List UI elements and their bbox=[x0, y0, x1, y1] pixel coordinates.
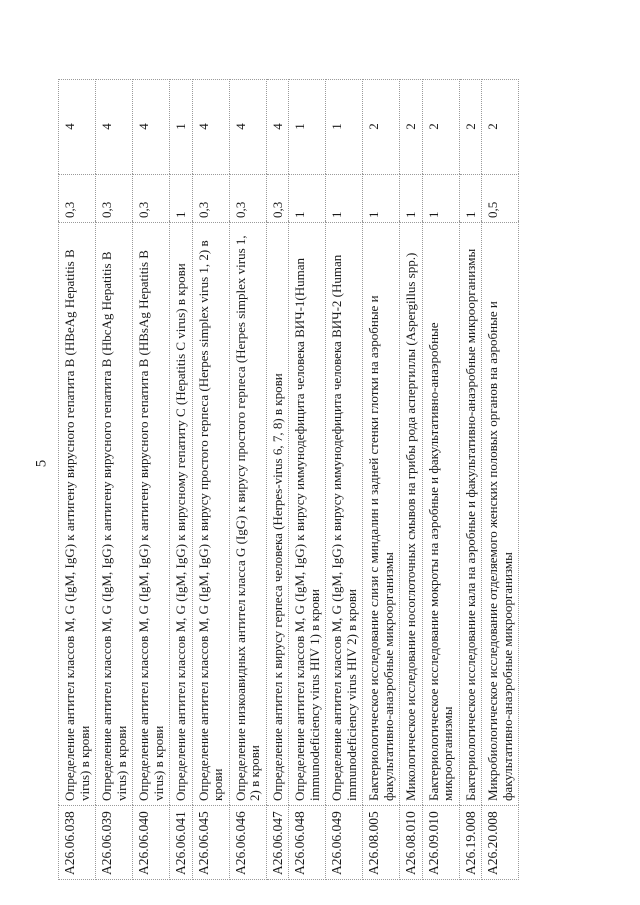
frequency-coefficient: 1 bbox=[170, 175, 193, 223]
frequency-coefficient: 1 bbox=[363, 175, 400, 223]
frequency-coefficient: 1 bbox=[289, 175, 326, 223]
service-name: Микологическое исследование носоглоточных смывов на грибы рода аспергиллы (Aspergillus spp.) bbox=[400, 223, 423, 806]
service-code: A26.19.008 bbox=[459, 806, 482, 880]
service-code: A26.06.038 bbox=[59, 806, 96, 880]
service-code: A26.06.041 bbox=[170, 806, 193, 880]
service-name: Микробиологическое исследование отделяемого женских половых органов на аэробные и факультативно-анаэробные микроорганизмы bbox=[482, 223, 519, 806]
multiplicity: 4 bbox=[59, 80, 96, 175]
multiplicity: 2 bbox=[400, 80, 423, 175]
page-number: 5 bbox=[33, 459, 50, 468]
table-row bbox=[59, 80, 96, 880]
service-name: Определение антител классов M, G (IgM, IgG) к вирусу иммунодефицита человека ВИЧ-1(Human immunodeficiency virus HIV 1) в крови bbox=[289, 223, 326, 806]
service-code: A26.06.047 bbox=[266, 806, 289, 880]
service-name: Определение антител классов M, G (IgM, IgG) к вирусному гепатиту C (Hepatitis C virus) в крови bbox=[170, 223, 193, 806]
table-row bbox=[363, 80, 400, 880]
service-code: A26.06.045 bbox=[192, 806, 229, 880]
service-name: Определение низкоавидных антител класса G (IgG) к вирусу простого герпеса (Herpes simplex virus 1, 2) в крови bbox=[229, 223, 266, 806]
table-row bbox=[459, 80, 482, 880]
service-name: Определение антител классов M, G (IgM, IgG) к антигену вирусного гепатита B (HBeAg Hepatitis B virus) в крови bbox=[59, 223, 96, 806]
multiplicity: 1 bbox=[326, 80, 363, 175]
table-row bbox=[289, 80, 326, 880]
multiplicity: 1 bbox=[289, 80, 326, 175]
frequency-coefficient: 1 bbox=[459, 175, 482, 223]
multiplicity: 2 bbox=[459, 80, 482, 175]
services-table-sheet bbox=[58, 80, 638, 880]
service-name: Бактериологическое исследование кала на аэробные и факультативно-анаэробные микроорганизмы bbox=[459, 223, 482, 806]
service-code: A26.20.008 bbox=[482, 806, 519, 880]
table-row bbox=[266, 80, 289, 880]
frequency-coefficient: 1 bbox=[400, 175, 423, 223]
service-name: Бактериологическое исследование слизи с миндалин и задней стенки глотки на аэробные и факультативно-анаэробные микроорганизмы bbox=[363, 223, 400, 806]
table-row bbox=[326, 80, 363, 880]
service-code: A26.08.010 bbox=[400, 806, 423, 880]
multiplicity: 2 bbox=[482, 80, 519, 175]
frequency-coefficient: 0,3 bbox=[229, 175, 266, 223]
multiplicity: 2 bbox=[363, 80, 400, 175]
service-name: Бактериологическое исследование мокроты на аэробные и факультативно-анаэробные микроорганизмы bbox=[422, 223, 459, 806]
frequency-coefficient: 0,3 bbox=[96, 175, 133, 223]
table-row bbox=[96, 80, 133, 880]
table-row bbox=[482, 80, 519, 880]
service-name: Определение антител классов M, G (IgM, IgG) к вирусу иммунодефицита человека ВИЧ-2 (Human immunodeficiency virus HIV 2) в крови bbox=[326, 223, 363, 806]
services-table bbox=[58, 79, 519, 880]
table-row bbox=[229, 80, 266, 880]
service-code: A26.06.049 bbox=[326, 806, 363, 880]
table-row bbox=[170, 80, 193, 880]
table-row bbox=[192, 80, 229, 880]
frequency-coefficient: 1 bbox=[422, 175, 459, 223]
frequency-coefficient: 0,3 bbox=[133, 175, 170, 223]
multiplicity: 4 bbox=[133, 80, 170, 175]
service-name: Определение антител классов M, G (IgM, IgG) к вирусу простого герпеса (Herpes simplex virus 1, 2) в крови bbox=[192, 223, 229, 806]
service-name: Определение антител классов M, G (IgM, IgG) к антигену вирусного гепатита B (HbcAg Hepatitis B virus) в крови bbox=[96, 223, 133, 806]
multiplicity: 4 bbox=[192, 80, 229, 175]
multiplicity: 4 bbox=[266, 80, 289, 175]
service-code: A26.06.040 bbox=[133, 806, 170, 880]
service-code: A26.08.005 bbox=[363, 806, 400, 880]
multiplicity: 1 bbox=[170, 80, 193, 175]
frequency-coefficient: 1 bbox=[326, 175, 363, 223]
service-code: A26.06.039 bbox=[96, 806, 133, 880]
table-row bbox=[422, 80, 459, 880]
service-name: Определение антител к вирусу герпеса человека (Herpes-virus 6, 7, 8) в крови bbox=[266, 223, 289, 806]
table-row bbox=[133, 80, 170, 880]
frequency-coefficient: 0,3 bbox=[266, 175, 289, 223]
frequency-coefficient: 0,5 bbox=[482, 175, 519, 223]
multiplicity: 4 bbox=[229, 80, 266, 175]
service-code: A26.06.046 bbox=[229, 806, 266, 880]
table-row bbox=[400, 80, 423, 880]
multiplicity: 2 bbox=[422, 80, 459, 175]
frequency-coefficient: 0,3 bbox=[192, 175, 229, 223]
service-code: A26.06.048 bbox=[289, 806, 326, 880]
service-name: Определение антител классов M, G (IgM, IgG) к антигену вирусного гепатита B (HBsAg Hepatitis B virus) в крови bbox=[133, 223, 170, 806]
frequency-coefficient: 0,3 bbox=[59, 175, 96, 223]
service-code: A26.09.010 bbox=[422, 806, 459, 880]
multiplicity: 4 bbox=[96, 80, 133, 175]
